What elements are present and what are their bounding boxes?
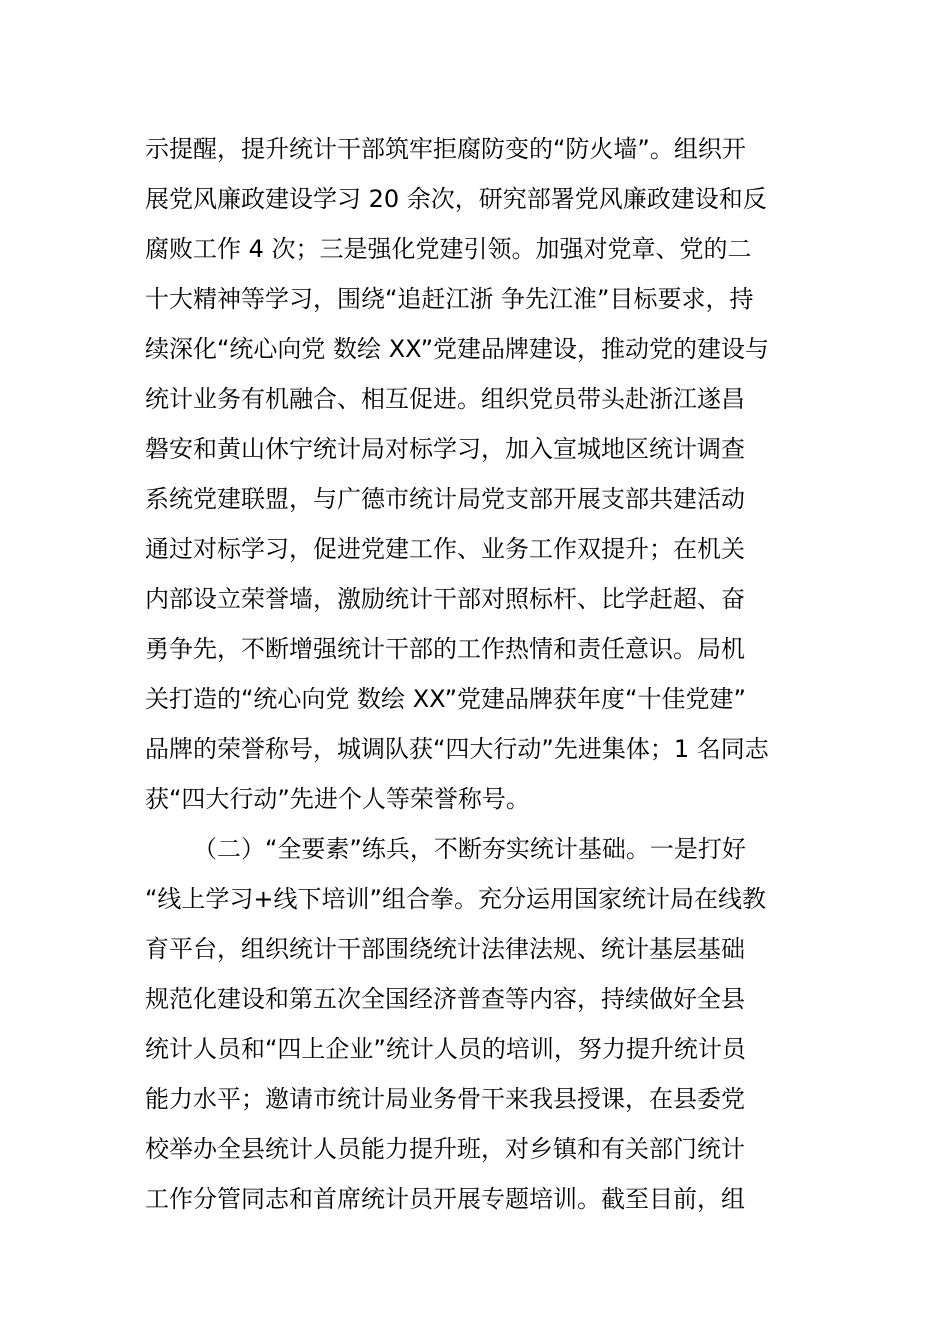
text-line: 十大精神等学习，围绕“追赶江浙 争先江淮”目标要求，持: [145, 285, 754, 313]
text-line: 工作分管同志和首席统计员开展专题培训。截至目前，组: [145, 1185, 745, 1213]
text-line: 关打造的“统心向党 数绘 XX”党建品牌获年度“十佳党建”: [145, 685, 746, 713]
text-line: 系统党建联盟，与广德市统计局党支部开展支部共建活动: [145, 485, 745, 513]
text-line: 统计业务有机融合、相互促进。组织党员带头赴浙江遂昌: [145, 385, 745, 413]
text-line: 内部设立荣誉墙，激励统计干部对照标杆、比学赶超、奋: [145, 585, 745, 613]
text-line: 磐安和黄山休宁统计局对标学习，加入宣城地区统计调查: [145, 435, 745, 463]
text-line: 通过对标学习，促进党建工作、业务工作双提升；在机关: [145, 535, 745, 563]
text-line: “线上学习+线下培训”组合拳。充分运用国家统计局在线教: [145, 885, 766, 913]
section-heading-line: （二）“全要素”练兵，不断夯实统计基础。一是打好: [193, 835, 746, 863]
text-line: 勇争先，不断增强统计干部的工作热情和责任意识。局机: [145, 635, 745, 663]
text-line: 续深化“统心向党 数绘 XX”党建品牌建设，推动党的建设与: [145, 335, 770, 363]
text-line: 品牌的荣誉称号，城调队获“四大行动”先进集体；1 名同志: [145, 735, 769, 763]
text-line: 育平台，组织统计干部围绕统计法律法规、统计基层基础: [145, 935, 745, 963]
text-line: 能力水平；邀请市统计局业务骨干来我县授课，在县委党: [145, 1085, 745, 1113]
text-line: 校举办全县统计人员能力提升班，对乡镇和有关部门统计: [145, 1135, 745, 1163]
text-line: 展党风廉政建设学习 20 余次，研究部署党风廉政建设和反: [145, 185, 767, 213]
text-line: 规范化建设和第五次全国经济普查等内容，持续做好全县: [145, 985, 745, 1013]
body-text: [145, 124, 809, 1224]
text-line: 获“四大行动”先进个人等荣誉称号。: [145, 785, 530, 813]
text-line: 示提醒，提升统计干部筑牢拒腐防变的“防火墙”。组织开: [145, 135, 746, 163]
text-line: 统计人员和“四上企业”统计人员的培训，努力提升统计员: [145, 1035, 746, 1063]
text-line: 腐败工作 4 次；三是强化党建引领。加强对党章、党的二: [145, 235, 752, 263]
